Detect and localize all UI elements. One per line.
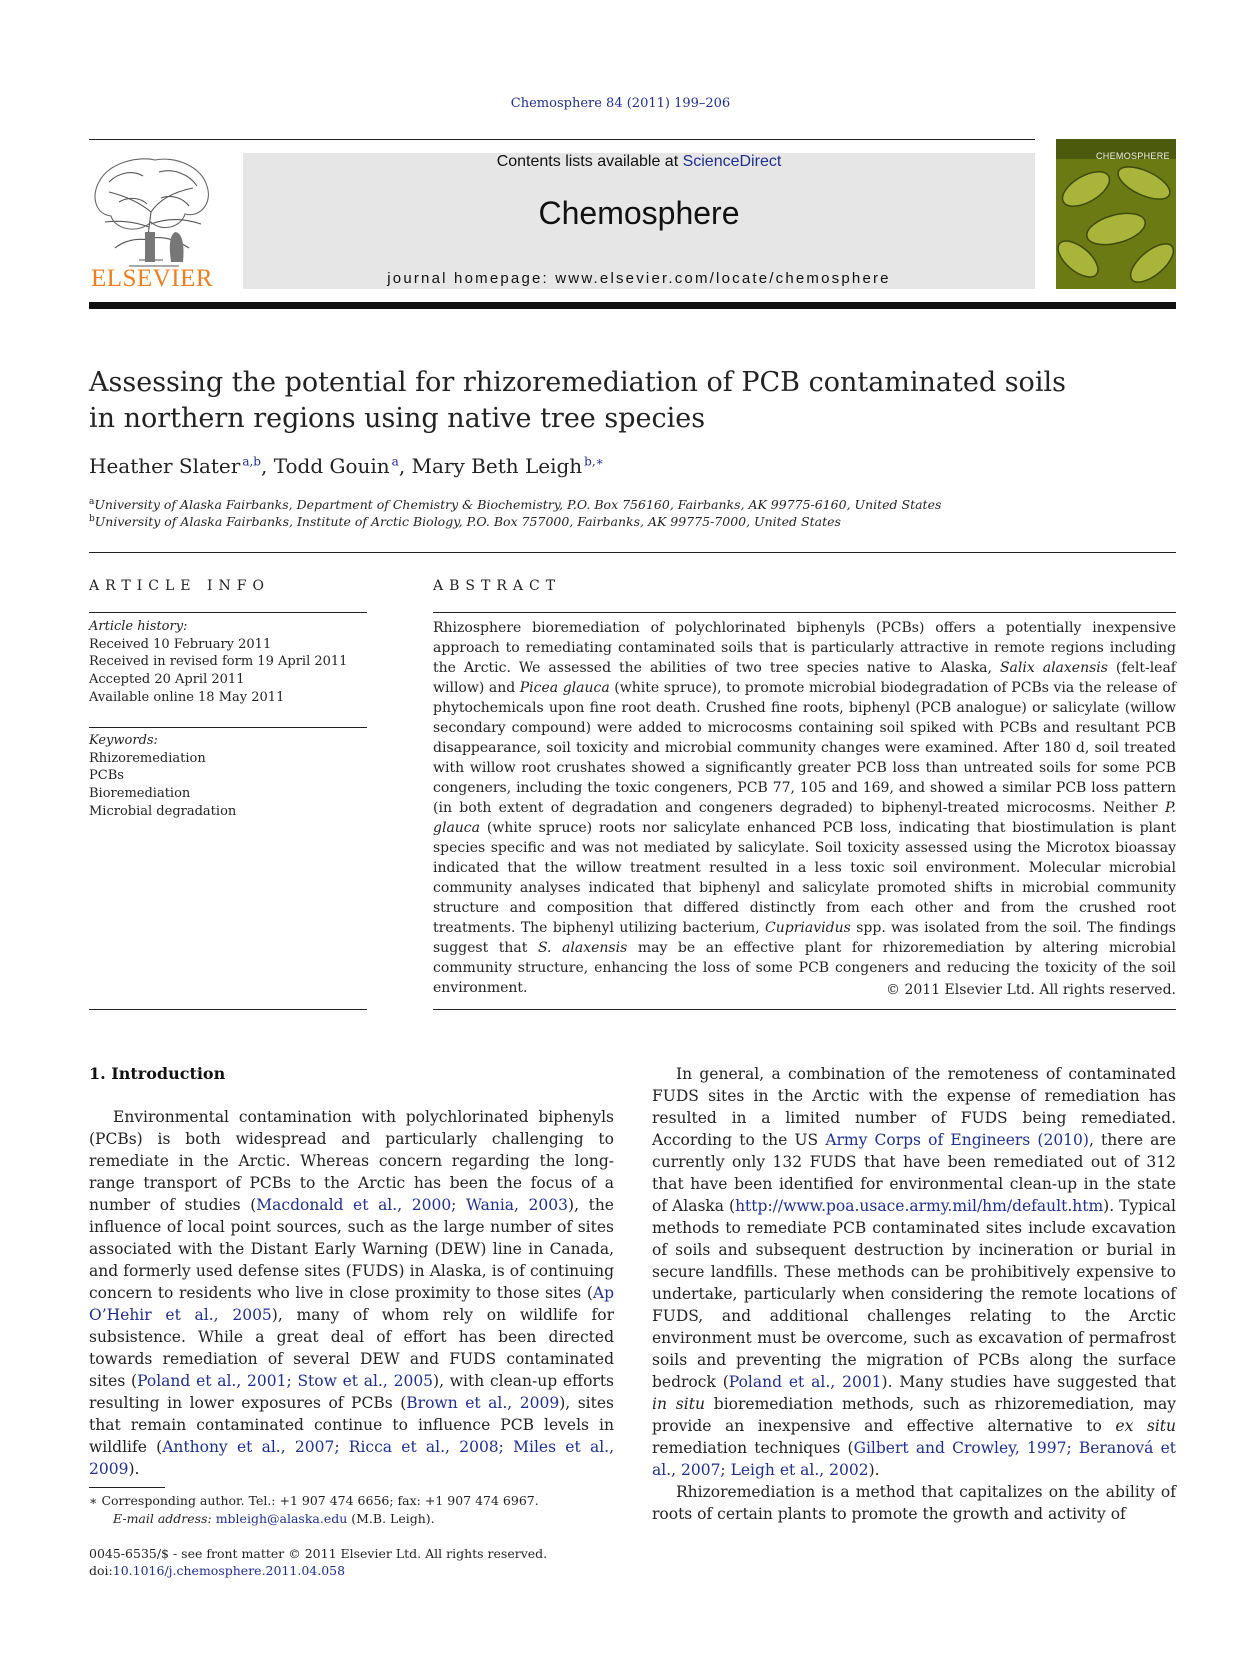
author-affil-mark[interactable]: a,b bbox=[242, 454, 261, 469]
body-text: Environmental contamination with polychlorinated biphenyls (PCBs) is both widespread and particularly challenging to remediate in the Arctic. Whereas concern regarding the long-range transport of PCBs to the Arctic has been the focus of a number of studies ( bbox=[89, 1108, 614, 1214]
abstract-segment: spp. was isolated from the soil. The findings suggest that bbox=[433, 920, 1176, 956]
keywords-label: Keywords: bbox=[89, 733, 158, 748]
abstract-text bbox=[433, 618, 1176, 998]
body-text: ). bbox=[868, 1461, 880, 1479]
email-link[interactable]: mbleigh@alaska.edu bbox=[215, 1511, 348, 1526]
affiliation-a bbox=[89, 497, 941, 512]
footnote-rule bbox=[89, 1487, 165, 1488]
section-heading-introduction: 1. Introduction bbox=[89, 1064, 226, 1083]
info-rule bbox=[89, 727, 367, 728]
citation-link[interactable]: Brown et al., 2009 bbox=[406, 1394, 560, 1412]
doi-line bbox=[89, 1563, 345, 1578]
contents-prefix: Contents lists available at bbox=[496, 153, 683, 170]
doi-label: doi: bbox=[89, 1563, 113, 1578]
article-history bbox=[89, 618, 367, 707]
keyword-item: Rhizoremediation bbox=[89, 750, 206, 766]
journal-cover-image bbox=[1056, 139, 1176, 289]
body-text: ), many of whom rely on wildlife for subsistence. While a great deal of effort has been directed towards remediation of several DEW and FUDS contaminated sites ( bbox=[89, 1306, 614, 1390]
contents-line bbox=[243, 153, 1035, 171]
abstract-heading: ABSTRACT bbox=[433, 578, 562, 594]
author-separator: , bbox=[398, 454, 412, 478]
species-name: Picea glauca bbox=[519, 680, 610, 696]
history-item: Received 10 February 2011 bbox=[89, 636, 272, 652]
citation-link[interactable]: Poland et al., 2001 bbox=[728, 1373, 882, 1391]
citation-link[interactable]: Anthony et al., 2007; Ricca et al., 2008; Miles et al., 2009 bbox=[89, 1438, 615, 1478]
abstract-rule bbox=[433, 1009, 1176, 1010]
journal-name: Chemosphere bbox=[538, 195, 740, 231]
author-name: Heather Slater bbox=[89, 454, 241, 478]
author-name: Mary Beth Leigh bbox=[411, 454, 583, 478]
paragraph bbox=[652, 1063, 1176, 1481]
author-affil-mark[interactable]: a bbox=[391, 454, 399, 469]
body-text: , there are currently only 132 FUDS that have been remediated out of 312 that have been identified for environmental clean-up in the state of Alaska ( bbox=[652, 1131, 1176, 1215]
affiliation-mark: a bbox=[89, 497, 95, 507]
body-text: ), with clean-up efforts resulting in lower exposures of PCBs ( bbox=[89, 1372, 614, 1412]
body-text: bioremediation methods, such as rhizoremediation, may provide an inexpensive and effective alternative to bbox=[652, 1395, 1176, 1435]
body-text: ), the influence of local point sources, such as the large number of sites associated with the Distant Early Warning (DEW) line in Canada, and formerly used defense sites (FUDS) in Alaska, is of continuing concern to residents who live in close proximity to those sites ( bbox=[89, 1196, 614, 1302]
citation-link[interactable]: Macdonald et al., 2000; Wania, 2003 bbox=[256, 1196, 569, 1214]
keyword-item: Bioremediation bbox=[89, 786, 191, 802]
copyright-notice: © 2011 Elsevier Ltd. All rights reserved. bbox=[886, 982, 1176, 998]
affiliation-b bbox=[89, 514, 841, 529]
paragraph bbox=[652, 1481, 1176, 1525]
article-title bbox=[89, 365, 1089, 437]
keyword-item: PCBs bbox=[89, 768, 124, 784]
cover-title: CHEMOSPHERE bbox=[1096, 151, 1170, 161]
italic-term: ex situ bbox=[1115, 1417, 1176, 1435]
body-column-left bbox=[89, 1106, 614, 1480]
body-text: ). Typical methods to remediate PCB contaminated sites include excavation of soils and subsequent destruction by incineration or burial in secure landfills. These methods can be prohibitively expensive to undertake, particularly when considering the remote locations of FUDS, and additional challenges relating to the Arctic environment must be overcome, such as excavation of permafrost soils and preventing the migration of PCBs along the surface bedrock ( bbox=[652, 1197, 1176, 1391]
affiliation-mark: b bbox=[89, 514, 95, 524]
body-text: ). Many studies have suggested that bbox=[881, 1373, 1177, 1391]
section-rule bbox=[89, 552, 1176, 553]
citation-link[interactable]: Ap O’Hehir et al., 2005 bbox=[89, 1284, 614, 1324]
top-rule bbox=[89, 139, 1035, 140]
journal-citation[interactable]: Chemosphere 84 (2011) 199–206 bbox=[510, 96, 731, 111]
url-link[interactable]: http://www.poa.usace.army.mil/hm/default.htm bbox=[735, 1197, 1104, 1215]
author-separator: , bbox=[260, 454, 274, 478]
species-name: P. glauca bbox=[433, 800, 1176, 836]
article-info-heading: ARTICLE INFO bbox=[89, 578, 270, 594]
italic-term: in situ bbox=[652, 1395, 705, 1413]
author-list bbox=[89, 454, 604, 478]
abstract-segment: Rhizosphere bioremediation of polychlorinated biphenyls (PCBs) offers a potentially inexpensive approach to remediating contaminated soils that is particularly attractive in remote regions including the Arctic. We assessed the abilities of two tree species native to Alaska, bbox=[433, 620, 1176, 676]
abstract-rule bbox=[433, 612, 1176, 613]
email-note bbox=[113, 1511, 435, 1526]
citation-link[interactable]: Poland et al., 2001; Stow et al., 2005 bbox=[137, 1372, 434, 1390]
journal-homepage[interactable]: journal homepage: www.elsevier.com/locate/chemosphere bbox=[387, 270, 891, 287]
affiliation-text: University of Alaska Fairbanks, Institute of Arctic Biology, P.O. Box 757000, Fairbanks, AK 99775-7000, United States bbox=[94, 514, 841, 530]
author-affil-mark[interactable]: b,∗ bbox=[584, 454, 604, 469]
citation-link[interactable]: Army Corps of Engineers (2010) bbox=[825, 1131, 1089, 1149]
keyword-item: Microbial degradation bbox=[89, 803, 237, 819]
info-rule bbox=[89, 1009, 367, 1010]
keywords bbox=[89, 732, 367, 821]
species-name: Salix alaxensis bbox=[999, 660, 1108, 676]
species-name: S. alaxensis bbox=[537, 940, 628, 956]
body-text: remediation techniques ( bbox=[652, 1439, 854, 1457]
body-text: ). bbox=[128, 1460, 140, 1478]
abstract-segment: may be an effective plant for rhizoremediation by altering microbial community structure, enhancing the loss of some PCB congeners and reducing the toxicity of the soil environment. bbox=[433, 940, 1176, 996]
title-line-1: Assessing the potential for rhizoremediation of PCB contaminated soils bbox=[89, 367, 1066, 398]
email-suffix: (M.B. Leigh). bbox=[347, 1511, 435, 1526]
body-column-right bbox=[652, 1063, 1176, 1525]
elsevier-wordmark: ELSEVIER bbox=[90, 265, 214, 292]
title-line-2: in northern regions using native tree species bbox=[89, 403, 706, 434]
doi-link[interactable]: 10.1016/j.chemosphere.2011.04.058 bbox=[112, 1563, 346, 1578]
citation-link[interactable]: Gilbert and Crowley, 1997; Beranová et al., 2007; Leigh et al., 2002 bbox=[652, 1439, 1177, 1479]
species-name: Cupriavidus bbox=[765, 920, 851, 936]
corresponding-author-note: ∗ Corresponding author. Tel.: +1 907 474 6656; fax: +1 907 474 6967. bbox=[89, 1493, 539, 1508]
issn-line: 0045-6535/$ - see front matter © 2011 Elsevier Ltd. All rights reserved. bbox=[89, 1546, 548, 1561]
leaf-pattern-icon bbox=[1056, 159, 1176, 289]
info-rule bbox=[89, 612, 367, 613]
sciencedirect-link[interactable]: ScienceDirect bbox=[682, 153, 782, 170]
abstract-segment: (felt-leaf willow) and bbox=[433, 660, 1176, 696]
email-label: E-mail address: bbox=[113, 1511, 216, 1526]
history-item: Accepted 20 April 2011 bbox=[89, 672, 245, 688]
body-text: In general, a combination of the remoteness of contaminated FUDS sites in the Arctic with the expense of remediation has resulted in a limited number of FUDS being remediated. According to the US bbox=[652, 1065, 1176, 1149]
header-thick-rule bbox=[89, 302, 1176, 309]
affiliation-text: University of Alaska Fairbanks, Department of Chemistry & Biochemistry, P.O. Box 756160, Fairbanks, AK 99775-6160, United States bbox=[94, 497, 942, 513]
history-label: Article history: bbox=[89, 619, 188, 634]
abstract-segment: (white spruce) roots nor salicylate enhanced PCB loss, indicating that biostimulation is plant species specific and was not mediated by salicylate. Soil toxicity assessed using the Microtox bioassay indicated that the willow treatment resulted in a less toxic soil environment. Molecular microbial community analyses indicated that biphenyl and salicylate promoted shifts in microbial community structure and composition that differed distinctly from each other and from the crushed root treatments. The biphenyl utilizing bacterium, bbox=[433, 820, 1176, 936]
author-name: Todd Gouin bbox=[273, 454, 390, 478]
body-text: ), sites that remain contaminated continue to influence PCB levels in wildlife ( bbox=[89, 1394, 614, 1456]
journal-masthead bbox=[243, 153, 1035, 289]
history-item: Available online 18 May 2011 bbox=[89, 689, 285, 705]
abstract-segment: (white spruce), to promote microbial biodegradation of PCBs via the release of phytochemicals upon fine root death. Crushed fine roots, biphenyl (PCB analogue) or salicylate (willow secondary compound) were added to microcosms containing soil spiked with PCBs and resultant PCB disappearance, soil toxicity and microbial community changes were examined. After 180 d, soil treated with willow root crushates showed a significantly greater PCB loss than untreated soils for some PCB congeners, including the toxic congeners, PCB 77, 105 and 169, and showed a similar PCB loss pattern (in both extent of degradation and congeners degraded) to biphenyl-treated microcosms. Neither bbox=[433, 680, 1177, 816]
body-text: Rhizoremediation is a method that capitalizes on the ability of roots of certain plants to promote the growth and activity of bbox=[652, 1483, 1176, 1523]
history-item: Received in revised form 19 April 2011 bbox=[89, 654, 348, 670]
